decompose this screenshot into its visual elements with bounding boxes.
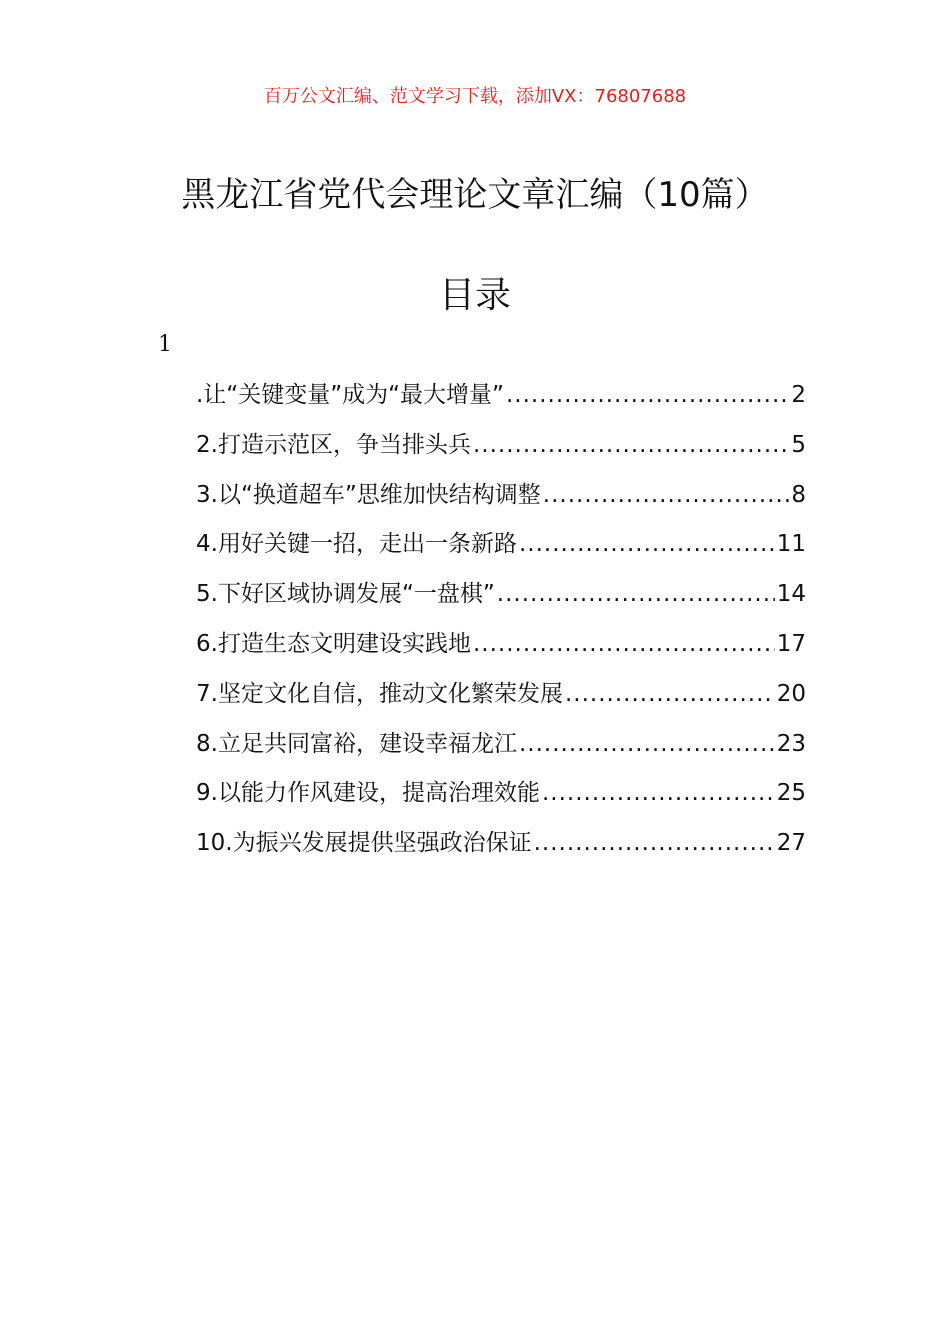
toc-entry-page: 27 <box>776 830 806 857</box>
toc-entry-leader <box>565 671 775 717</box>
toc-entry-leader <box>506 372 789 418</box>
toc-entry[interactable] <box>196 770 806 820</box>
toc-entry-page: 5 <box>791 431 806 458</box>
toc-entry-leader <box>497 571 775 617</box>
toc-entry[interactable] <box>196 422 806 472</box>
toc-entry[interactable] <box>196 372 806 422</box>
toc-entry[interactable] <box>196 820 806 870</box>
toc-entry-leader <box>543 472 790 518</box>
toc-entry-leader <box>473 621 775 667</box>
toc-entry[interactable] <box>196 671 806 721</box>
toc-entry-page: 23 <box>776 730 806 757</box>
toc-entry-title: 4.用好关键一招，走出一条新路 <box>196 531 517 558</box>
toc-entry-title: 10.为振兴发展提供坚强政治保证 <box>196 830 532 857</box>
toc-entry[interactable] <box>196 721 806 771</box>
toc-entry-page: 8 <box>791 481 806 508</box>
toc-entry-page: 20 <box>776 680 806 707</box>
toc-entry-page: 2 <box>791 382 806 408</box>
toc-entry-title: 2.打造示范区，争当排头兵 <box>196 431 471 458</box>
toc-entry[interactable] <box>196 472 806 522</box>
toc-entry[interactable] <box>196 521 806 571</box>
toc-entry[interactable] <box>196 571 806 621</box>
toc-entry-page: 11 <box>776 531 806 558</box>
toc-entry-leader <box>473 422 789 468</box>
toc-entry-title: 6.打造生态文明建设实践地 <box>196 630 471 657</box>
toc-entry-title: 8.立足共同富裕，建设幸福龙江 <box>196 730 517 757</box>
toc-entry-leader <box>542 770 775 816</box>
toc-entry-title: 5.下好区域协调发展“一盘棋” <box>196 581 495 608</box>
toc-entry-page: 25 <box>776 780 806 807</box>
toc-entry-title: 9.以能力作风建设，提高治理效能 <box>196 780 540 807</box>
toc-entry-leader <box>519 521 775 567</box>
toc-entry[interactable] <box>196 621 806 671</box>
toc-entry-leader <box>534 820 775 866</box>
toc-entry-title: 7.坚定文化自信，推动文化繁荣发展 <box>196 680 563 707</box>
table-of-contents <box>196 372 806 870</box>
toc-entry-title: .让“关键变量”成为“最大增量” <box>196 382 504 408</box>
toc-entry-leader <box>519 721 775 767</box>
stray-number: 1 <box>158 332 172 357</box>
toc-entry-page: 17 <box>776 630 806 657</box>
toc-entry-page: 14 <box>776 581 806 608</box>
toc-heading: 目录 <box>438 275 511 316</box>
document-title: 黑龙江省党代会理论文章汇编（10篇） <box>181 175 769 215</box>
header-note: 百万公文汇编、范文学习下载，添加VX：76807688 <box>263 86 687 107</box>
toc-entry-title: 3.以“换道超车”思维加快结构调整 <box>196 481 541 508</box>
